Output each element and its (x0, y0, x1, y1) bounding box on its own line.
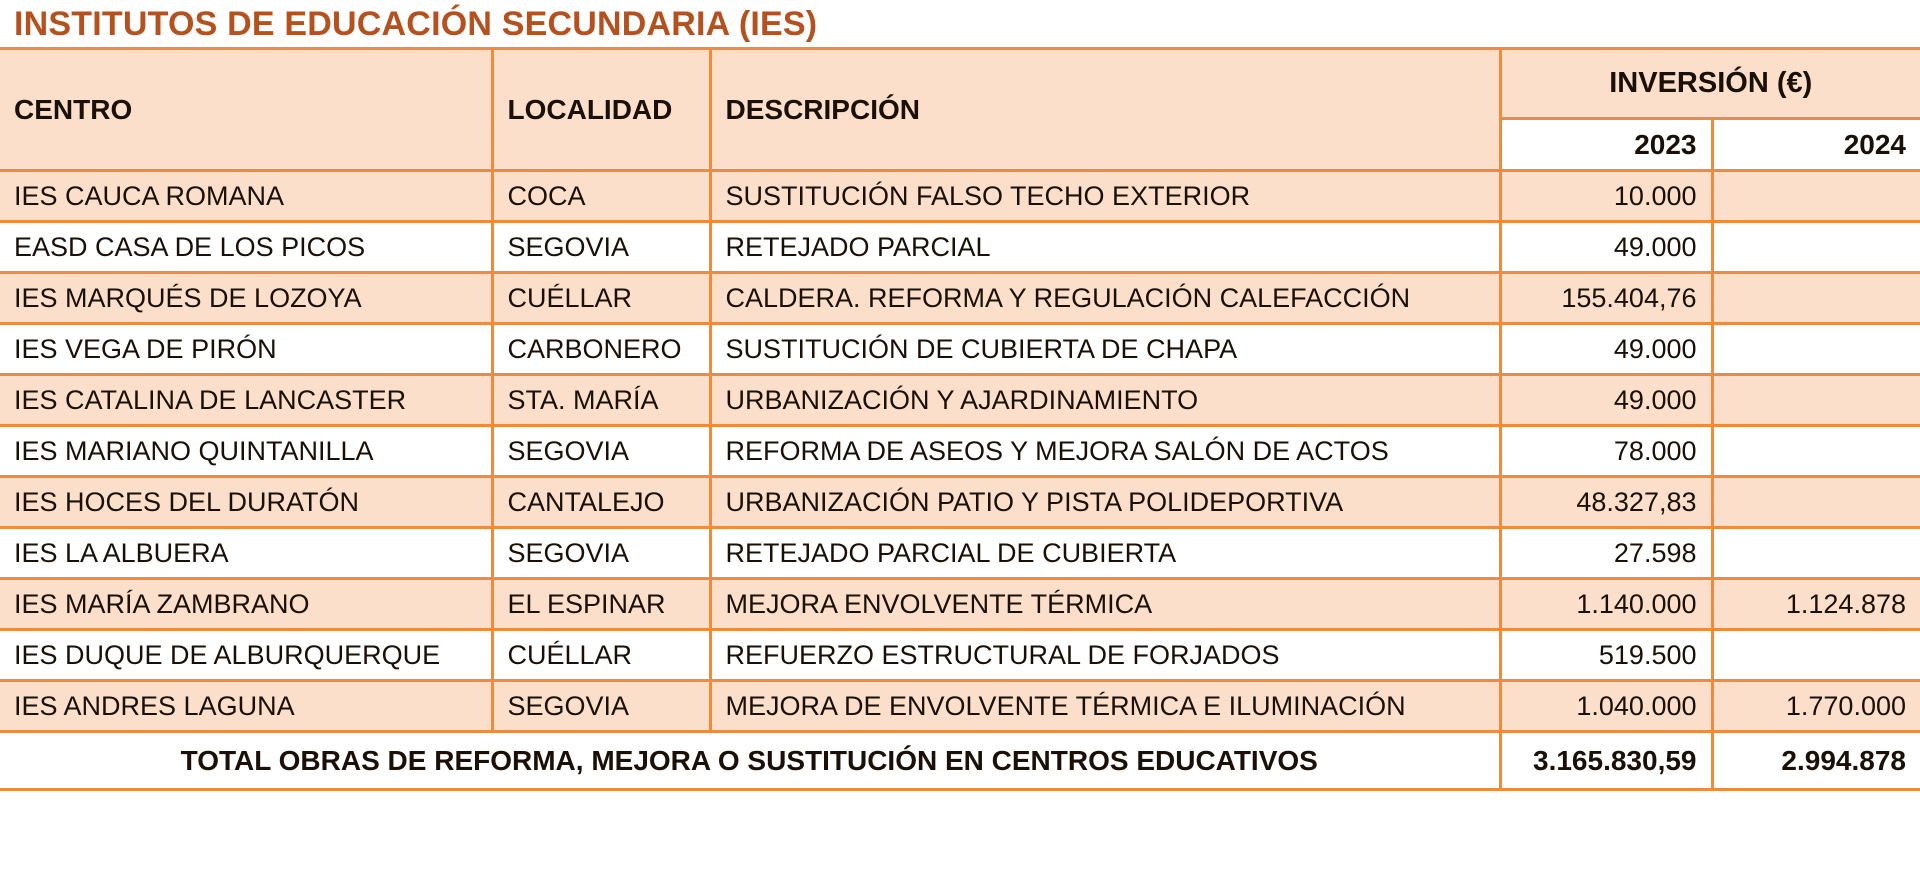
table-footer (0, 732, 1920, 790)
cell-descripcion: URBANIZACIÓN Y AJARDINAMIENTO (710, 375, 1500, 426)
cell-centro: IES VEGA DE PIRÓN (0, 324, 492, 375)
cell-descripcion: URBANIZACIÓN PATIO Y PISTA POLIDEPORTIVA (710, 477, 1500, 528)
cell-centro: IES MARÍA ZAMBRANO (0, 579, 492, 630)
table-row (0, 324, 1920, 375)
cell-localidad: COCA (492, 171, 710, 222)
cell-2023: 49.000 (1500, 222, 1712, 273)
cell-localidad: CUÉLLAR (492, 273, 710, 324)
table-row (0, 426, 1920, 477)
table-row (0, 528, 1920, 579)
column-header-localidad: LOCALIDAD (492, 49, 710, 171)
table-row (0, 375, 1920, 426)
column-header-inversion: INVERSIÓN (€) (1500, 49, 1920, 119)
ies-investment-table (0, 47, 1920, 791)
cell-localidad: CANTALEJO (492, 477, 710, 528)
table-row (0, 171, 1920, 222)
cell-localidad: SEGOVIA (492, 426, 710, 477)
cell-2023: 519.500 (1500, 630, 1712, 681)
cell-2024 (1712, 375, 1920, 426)
table-row (0, 273, 1920, 324)
cell-localidad: STA. MARÍA (492, 375, 710, 426)
cell-2024: 1.124.878 (1712, 579, 1920, 630)
column-header-centro: CENTRO (0, 49, 492, 171)
cell-centro: IES MARIANO QUINTANILLA (0, 426, 492, 477)
cell-2024 (1712, 426, 1920, 477)
table-header (0, 49, 1920, 171)
cell-2023: 1.140.000 (1500, 579, 1712, 630)
cell-centro: IES ANDRES LAGUNA (0, 681, 492, 732)
cell-localidad: SEGOVIA (492, 681, 710, 732)
total-2023: 3.165.830,59 (1500, 732, 1712, 790)
column-header-descripcion: DESCRIPCIÓN (710, 49, 1500, 171)
cell-2023: 49.000 (1500, 375, 1712, 426)
total-row (0, 732, 1920, 790)
cell-descripcion: MEJORA ENVOLVENTE TÉRMICA (710, 579, 1500, 630)
cell-descripcion: REFORMA DE ASEOS Y MEJORA SALÓN DE ACTOS (710, 426, 1500, 477)
table-row (0, 222, 1920, 273)
cell-localidad: CUÉLLAR (492, 630, 710, 681)
cell-centro: IES LA ALBUERA (0, 528, 492, 579)
cell-2024 (1712, 528, 1920, 579)
cell-centro: IES DUQUE DE ALBURQUERQUE (0, 630, 492, 681)
cell-localidad: SEGOVIA (492, 528, 710, 579)
table-row (0, 579, 1920, 630)
header-row-primary (0, 49, 1920, 119)
cell-2023: 49.000 (1500, 324, 1712, 375)
cell-centro: IES CATALINA DE LANCASTER (0, 375, 492, 426)
cell-descripcion: RETEJADO PARCIAL (710, 222, 1500, 273)
table-row (0, 681, 1920, 732)
total-2024: 2.994.878 (1712, 732, 1920, 790)
table-row (0, 477, 1920, 528)
cell-localidad: CARBONERO (492, 324, 710, 375)
cell-2023: 78.000 (1500, 426, 1712, 477)
cell-2024 (1712, 477, 1920, 528)
column-header-2024: 2024 (1712, 119, 1920, 171)
cell-2024 (1712, 222, 1920, 273)
cell-descripcion: SUSTITUCIÓN FALSO TECHO EXTERIOR (710, 171, 1500, 222)
cell-descripcion: CALDERA. REFORMA Y REGULACIÓN CALEFACCIÓN (710, 273, 1500, 324)
cell-2023: 27.598 (1500, 528, 1712, 579)
cell-2024 (1712, 324, 1920, 375)
column-header-2023: 2023 (1500, 119, 1712, 171)
cell-centro: IES CAUCA ROMANA (0, 171, 492, 222)
cell-centro: IES HOCES DEL DURATÓN (0, 477, 492, 528)
cell-localidad: SEGOVIA (492, 222, 710, 273)
table-row (0, 630, 1920, 681)
cell-2024: 1.770.000 (1712, 681, 1920, 732)
total-label: TOTAL OBRAS DE REFORMA, MEJORA O SUSTITUCIÓN EN CENTROS EDUCATIVOS (0, 732, 1500, 790)
cell-descripcion: SUSTITUCIÓN DE CUBIERTA DE CHAPA (710, 324, 1500, 375)
cell-2023: 10.000 (1500, 171, 1712, 222)
cell-2024 (1712, 273, 1920, 324)
cell-descripcion: RETEJADO PARCIAL DE CUBIERTA (710, 528, 1500, 579)
cell-2023: 48.327,83 (1500, 477, 1712, 528)
cell-2024 (1712, 171, 1920, 222)
page-title: INSTITUTOS DE EDUCACIÓN SECUNDARIA (IES) (14, 5, 818, 43)
cell-centro: EASD CASA DE LOS PICOS (0, 222, 492, 273)
cell-descripcion: REFUERZO ESTRUCTURAL DE FORJADOS (710, 630, 1500, 681)
cell-localidad: EL ESPINAR (492, 579, 710, 630)
cell-2023: 1.040.000 (1500, 681, 1712, 732)
cell-2023: 155.404,76 (1500, 273, 1712, 324)
table-body (0, 171, 1920, 732)
cell-2024 (1712, 630, 1920, 681)
cell-centro: IES MARQUÉS DE LOZOYA (0, 273, 492, 324)
cell-descripcion: MEJORA DE ENVOLVENTE TÉRMICA E ILUMINACIÓN (710, 681, 1500, 732)
